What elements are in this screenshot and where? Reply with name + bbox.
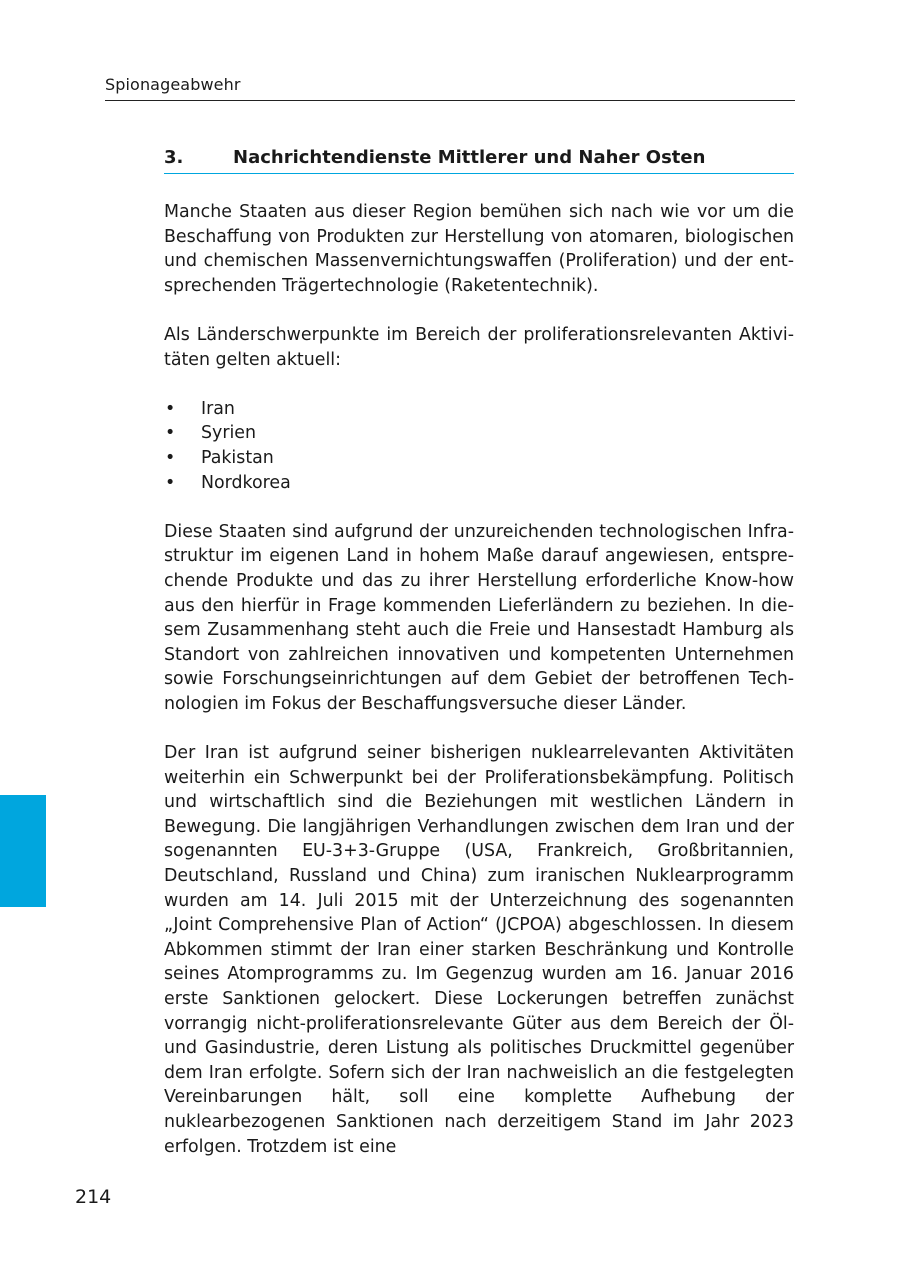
running-header — [105, 74, 795, 101]
list-item-label: Pakistan — [201, 447, 274, 468]
chapter-tab-marker — [0, 795, 46, 907]
list-item — [164, 471, 794, 496]
running-header-title: Spionageabwehr — [105, 75, 241, 94]
section-title: Nachrichtendienste Mittlerer und Naher Osten — [233, 147, 706, 168]
section-number: 3. — [164, 147, 184, 168]
paragraph-focus-countries: Als Länderschwerpunkte im Bereich der proliferationsrelevanten Aktivitäten gelten aktuell: — [164, 324, 794, 370]
list-item — [164, 421, 794, 446]
list-item — [164, 397, 794, 422]
bullet-icon: • — [165, 423, 176, 444]
paragraph-intro: Manche Staaten aus dieser Region bemühen sich nach wie vor um die Beschaffung von Produkten zur Herstellung von atomaren, biologischen und chemischen Massenvernichtungswaffen (Proliferation) und der entsprechenden Trägertechnologie (Raketentechnik). — [164, 202, 794, 296]
bullet-icon: • — [165, 447, 176, 468]
list-item-label: Nordkorea — [201, 472, 291, 493]
list-item-label: Syrien — [201, 423, 257, 444]
list-item — [164, 446, 794, 471]
bullet-icon: • — [165, 472, 176, 493]
page-content — [164, 146, 794, 1184]
section-heading — [164, 146, 794, 174]
list-item-label: Iran — [201, 398, 235, 419]
paragraph-iran: Der Iran ist aufgrund seiner bisherigen nuklearrelevanten Aktivitäten weiterhin ein Schwerpunkt bei der Proliferationsbekämpfung. Politisch und wirtschaftlich sind die Beziehungen mit westlichen Ländern in Bewegung. Die langjährigen Verhandlungen zwischen dem Iran und der sogenannten EU-3+3-Gruppe (USA, Frankreich, Großbritannien, Deutschland, Russland und China) zum iranischen Nuklearprogramm wurden am 14. Juli 2015 mit der Unterzeichnung des sogenannten „Joint Comprehensive Plan of Action“ (JCPOA) abgeschlossen. In diesem Abkommen stimmt der Iran einer starken Beschränkung und Kontrolle seines Atomprogramms zu. Im Gegenzug wurden am 16. Januar 2016 erste Sanktionen gelockert. Diese Lockerungen betreffen zunächst vorrangig nicht-proliferationsrelevante Güter aus dem Bereich der Öl- und Gasindustrie, deren Listung als politisches Druckmittel gegenüber dem Iran erfolgte. Sofern sich der Iran nachweislich an die festgelegten Vereinbarungen hält, soll eine komplette Aufhebung der nuklearbezogenen Sanktionen nach derzeitigem Stand im Jahr 2023 erfolgen. Trotzdem ist eine — [164, 743, 794, 1157]
paragraph-infrastructure: Diese Staaten sind aufgrund der unzureichenden technologischen Infrastruktur im eigenen Land in hohem Maße darauf angewiesen, entsprechende Produkte und das zu ihrer Herstellung erforderliche Know-how aus den hierfür in Frage kommenden Lieferländern zu beziehen. In diesem Zusammenhang steht auch die Freie und Hansestadt Hamburg als Standort von zahlreichen innovativen und kompetenten Unternehmen sowie Forschungseinrichtungen auf dem Gebiet der betroffenen Technologien im Fokus der Beschaffungsversuche dieser Länder. — [164, 521, 794, 714]
country-list — [164, 397, 794, 495]
bullet-icon: • — [165, 398, 176, 419]
page-number: 214 — [75, 1186, 112, 1208]
